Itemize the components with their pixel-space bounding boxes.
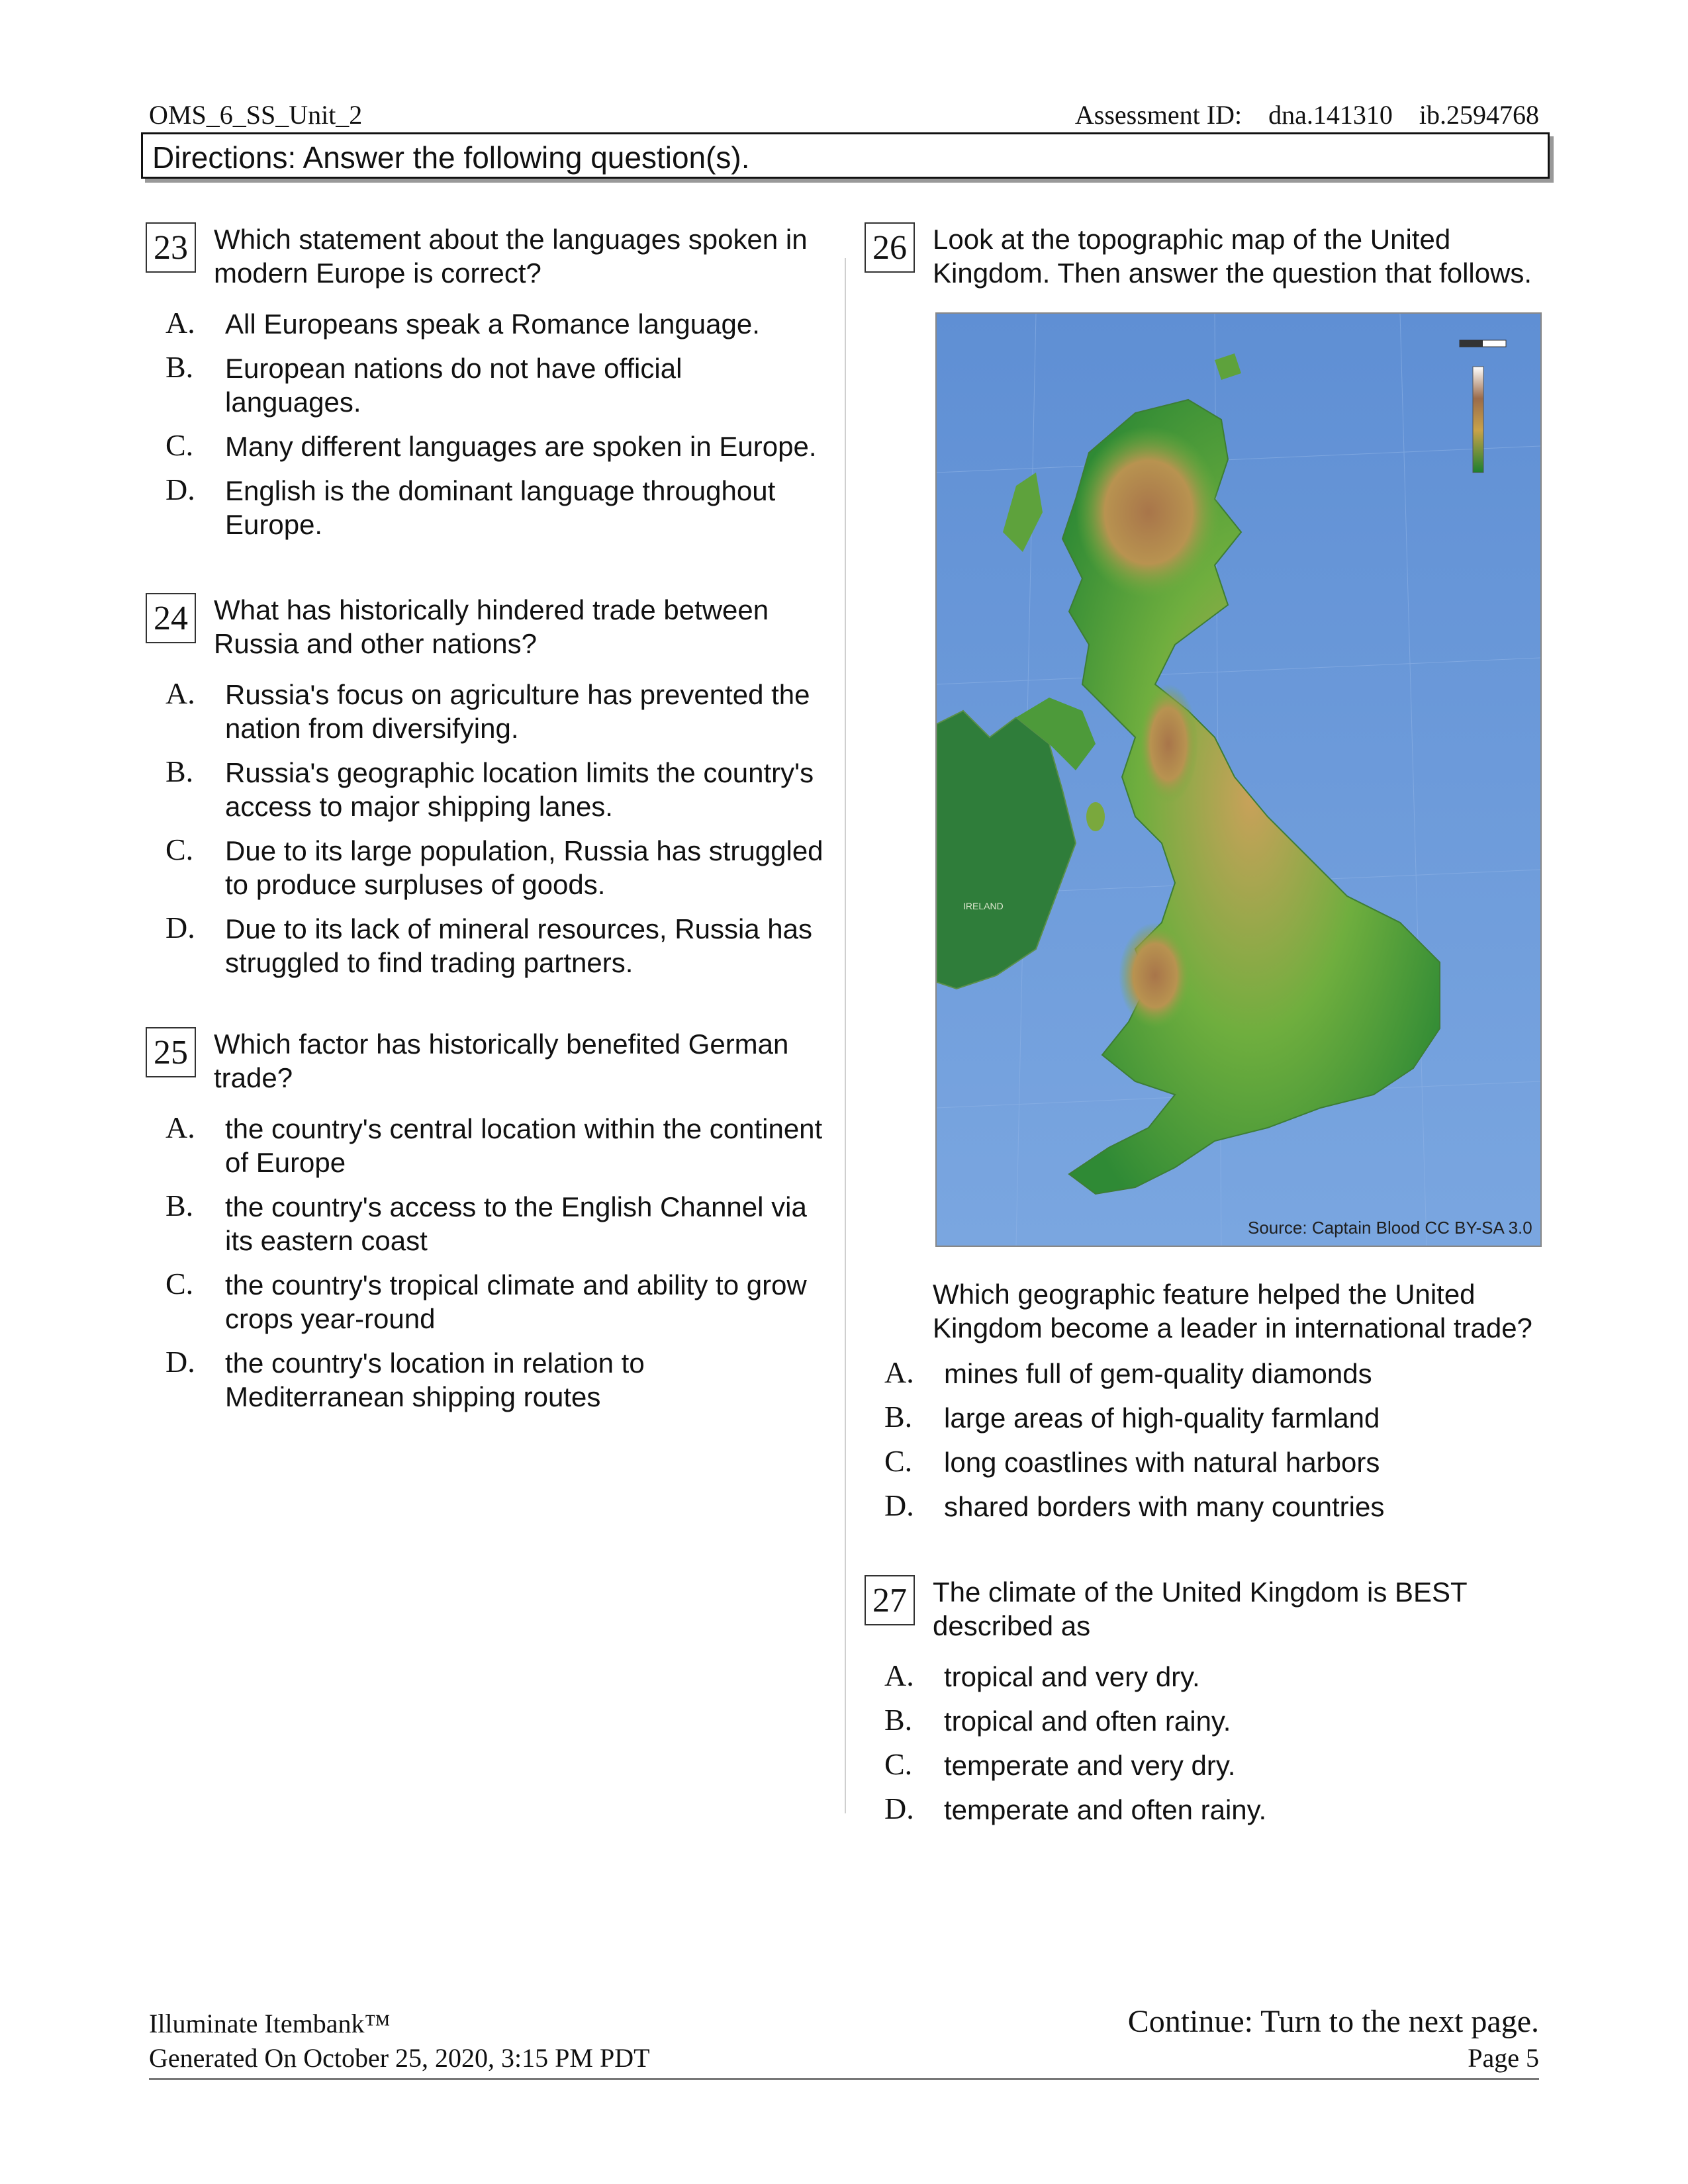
answer-choices bbox=[165, 678, 834, 990]
choice-b[interactable] bbox=[165, 756, 834, 823]
answer-choices bbox=[884, 1357, 1546, 1534]
choice-letter: D. bbox=[884, 1792, 914, 1825]
choice-letter: A. bbox=[884, 1355, 914, 1389]
footer-generated: Generated On October 25, 2020, 3:15 PM PDT bbox=[149, 2043, 650, 2073]
isle-of-man bbox=[1086, 802, 1105, 831]
choice-text: mines full of gem-quality diamonds bbox=[944, 1358, 1372, 1389]
choice-letter: C. bbox=[884, 1747, 913, 1781]
choice-a[interactable] bbox=[165, 1112, 834, 1179]
answer-choices bbox=[884, 1660, 1546, 1837]
choice-a[interactable] bbox=[165, 307, 827, 341]
choice-c[interactable] bbox=[884, 1749, 1546, 1782]
page-number: Page 5 bbox=[1468, 2043, 1539, 2073]
choice-b[interactable] bbox=[165, 1190, 834, 1257]
directions-box: Directions: Answer the following question(s). bbox=[141, 132, 1550, 179]
choice-text: English is the dominant language throughout Europe. bbox=[225, 475, 776, 540]
choice-text: Russia's focus on agriculture has prevented the nation from diversifying. bbox=[225, 679, 810, 744]
choice-text: temperate and very dry. bbox=[944, 1750, 1236, 1781]
choice-text: Due to its lack of mineral resources, Russia has struggled to find trading partners. bbox=[225, 913, 813, 978]
question-stem: Which statement about the languages spoken in modern Europe is correct? bbox=[214, 224, 808, 289]
choice-text: tropical and very dry. bbox=[944, 1661, 1200, 1692]
question-text: Which geographic feature helped the United Kingdom become a leader in international trade? bbox=[933, 1279, 1532, 1343]
choice-letter: B. bbox=[165, 754, 194, 788]
choice-text: the country's central location within the continent of Europe bbox=[225, 1113, 823, 1178]
question-number: 27 bbox=[865, 1575, 915, 1625]
choice-d[interactable] bbox=[165, 1346, 834, 1414]
choice-text: large areas of high-quality farmland bbox=[944, 1402, 1380, 1433]
choice-letter: A. bbox=[165, 676, 195, 710]
choice-text: the country's tropical climate and ability to grow crops year-round bbox=[225, 1269, 807, 1334]
choice-letter: B. bbox=[884, 1703, 913, 1737]
choice-c[interactable] bbox=[165, 430, 827, 463]
continue-note: Continue: Turn to the next page. bbox=[1127, 2004, 1539, 2039]
choice-letter: A. bbox=[165, 1111, 195, 1144]
choice-text: Many different languages are spoken in Europe. bbox=[225, 431, 817, 462]
choice-letter: C. bbox=[165, 833, 194, 866]
choice-a[interactable] bbox=[884, 1660, 1546, 1694]
ib-id: ib.2594768 bbox=[1419, 100, 1539, 130]
choice-text: long coastlines with natural harbors bbox=[944, 1447, 1380, 1478]
choice-text: the country's location in relation to Mediterranean shipping routes bbox=[225, 1347, 645, 1412]
choice-letter: A. bbox=[165, 306, 195, 340]
assessment-label: Assessment ID: bbox=[1074, 100, 1243, 130]
choice-text: All Europeans speak a Romance language. bbox=[225, 308, 760, 340]
choice-d[interactable] bbox=[884, 1793, 1546, 1827]
choice-c[interactable] bbox=[165, 834, 834, 901]
uk-topographic-map bbox=[935, 312, 1542, 1247]
choice-d[interactable] bbox=[165, 474, 827, 541]
choice-letter: C. bbox=[165, 428, 194, 462]
answer-choices bbox=[165, 307, 827, 552]
choice-b[interactable] bbox=[884, 1704, 1546, 1738]
question-stem: Which factor has historically benefited German trade? bbox=[214, 1028, 789, 1093]
choice-text: shared borders with many countries bbox=[944, 1491, 1385, 1522]
choice-letter: A. bbox=[884, 1659, 914, 1692]
choice-letter: D. bbox=[165, 1345, 195, 1379]
choice-b[interactable] bbox=[165, 351, 827, 419]
question-number: 23 bbox=[146, 222, 196, 273]
choice-letter: D. bbox=[165, 911, 195, 944]
ireland-label: IRELAND bbox=[963, 901, 1004, 911]
question-number: 24 bbox=[146, 593, 196, 643]
choice-a[interactable] bbox=[884, 1357, 1546, 1390]
choice-letter: D. bbox=[165, 473, 195, 506]
footer-brand: Illuminate Itembank™ bbox=[149, 2009, 391, 2038]
question-stem: The climate of the United Kingdom is BEST described as bbox=[933, 1576, 1467, 1641]
footer-rule bbox=[149, 2078, 1539, 2080]
document-id: OMS_6_SS_Unit_2 bbox=[149, 100, 363, 130]
question-number: 26 bbox=[865, 222, 915, 273]
footer-left bbox=[149, 2007, 650, 2075]
choice-d[interactable] bbox=[165, 912, 834, 979]
answer-choices bbox=[165, 1112, 834, 1424]
choice-text: temperate and often rainy. bbox=[944, 1794, 1267, 1825]
choice-letter: B. bbox=[165, 1189, 194, 1222]
choice-text: tropical and often rainy. bbox=[944, 1706, 1231, 1737]
choice-b[interactable] bbox=[884, 1401, 1546, 1435]
choice-text: Due to its large population, Russia has struggled to produce surpluses of goods. bbox=[225, 835, 823, 900]
choice-letter: B. bbox=[165, 350, 194, 384]
choice-letter: D. bbox=[884, 1488, 914, 1522]
dna-id: dna.141310 bbox=[1268, 100, 1393, 130]
map-source-caption: Source: Captain Blood CC BY-SA 3.0 bbox=[1248, 1218, 1532, 1238]
question-stem: What has historically hindered trade between Russia and other nations? bbox=[214, 594, 769, 659]
choice-text: the country's access to the English Channel via its eastern coast bbox=[225, 1191, 807, 1256]
column-divider bbox=[845, 258, 846, 1813]
choice-c[interactable] bbox=[165, 1268, 834, 1336]
choice-text: European nations do not have official languages. bbox=[225, 353, 682, 418]
choice-text: Russia's geographic location limits the country's access to major shipping lanes. bbox=[225, 757, 814, 822]
footer-right bbox=[1128, 2003, 1539, 2075]
question-stem: Look at the topographic map of the United Kingdom. Then answer the question that follows. bbox=[933, 224, 1532, 289]
choice-a[interactable] bbox=[165, 678, 834, 745]
choice-d[interactable] bbox=[884, 1490, 1546, 1524]
choice-letter: C. bbox=[165, 1267, 194, 1300]
choice-letter: B. bbox=[884, 1400, 913, 1433]
question-number: 25 bbox=[146, 1027, 196, 1077]
assessment-id bbox=[1075, 99, 1539, 130]
choice-c[interactable] bbox=[884, 1445, 1546, 1479]
choice-letter: C. bbox=[884, 1444, 913, 1478]
